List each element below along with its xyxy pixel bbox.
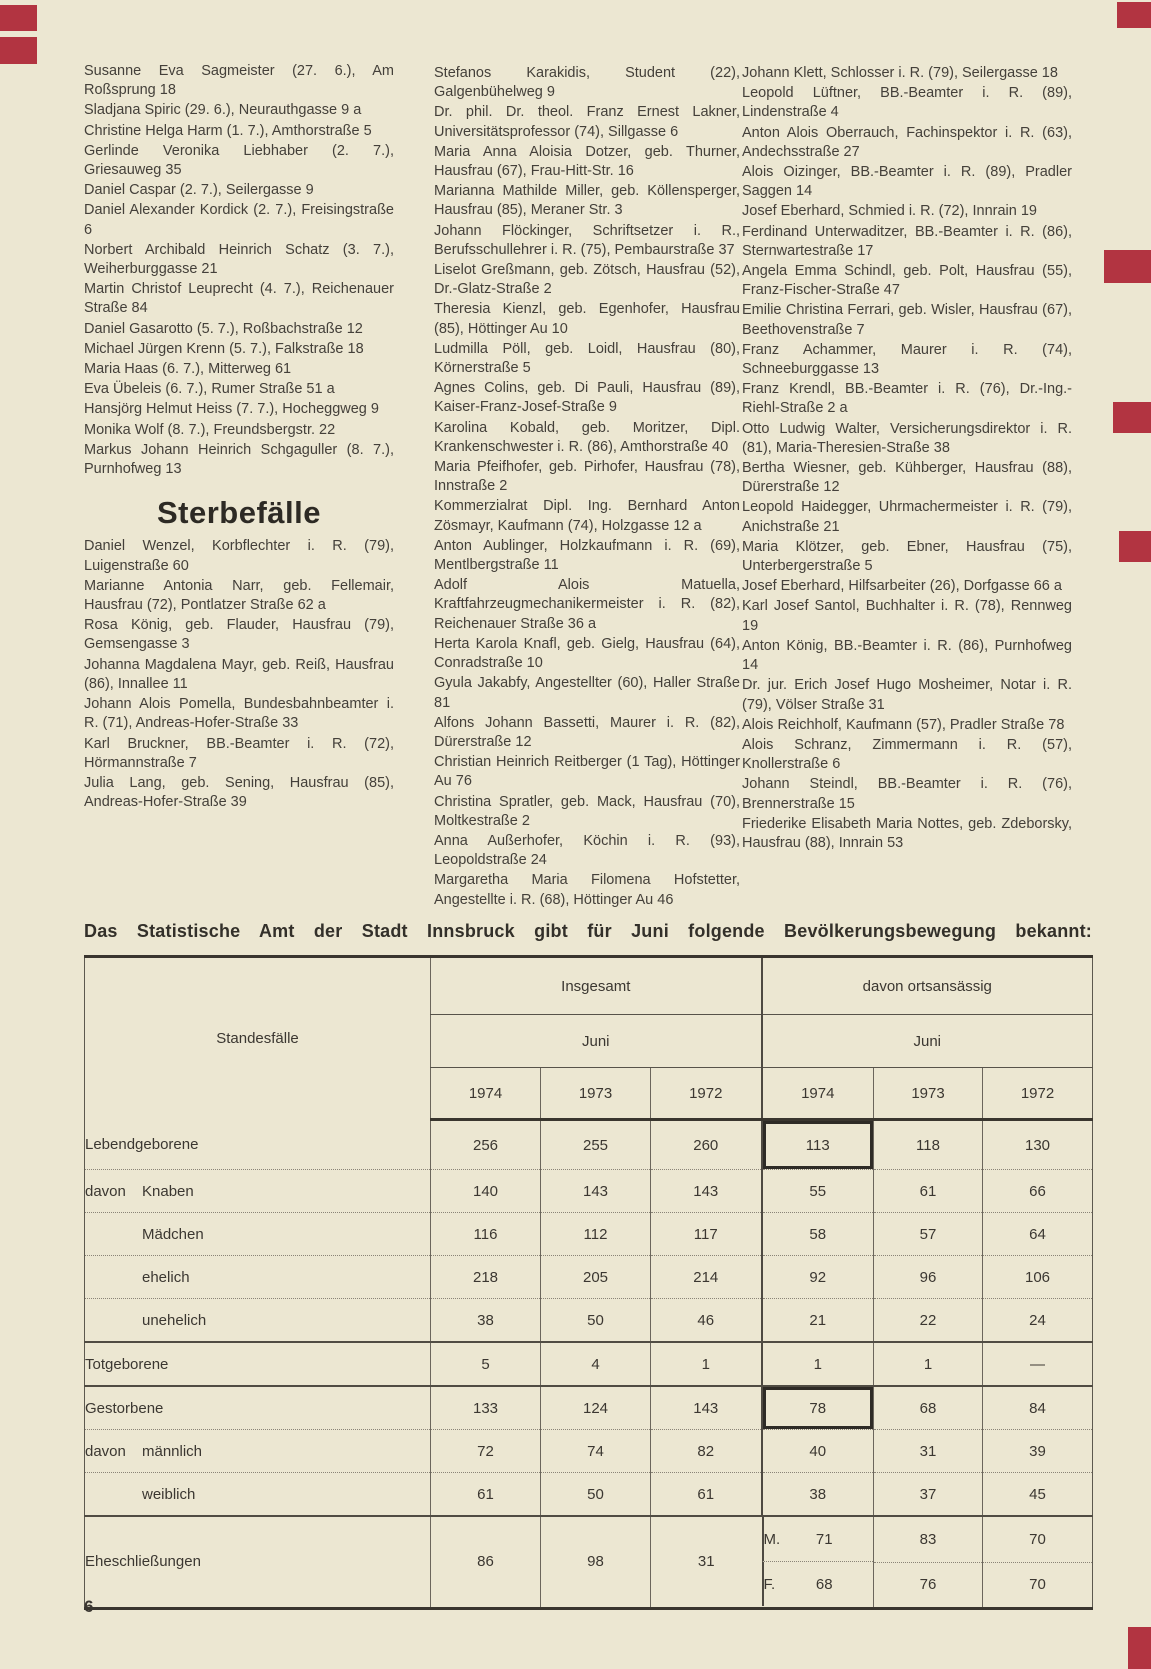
death-record: Christian Heinrich Reitberger (1 Tag), Höttinger Au 76 — [434, 754, 740, 790]
cell: 116 — [431, 1213, 541, 1256]
cell: 31 — [874, 1430, 983, 1473]
row-prefix: davon — [85, 1182, 126, 1200]
column-1 — [84, 62, 394, 813]
cell: 50 — [541, 1299, 651, 1343]
cell: 106 — [983, 1256, 1093, 1299]
death-record: Alois Schranz, Zimmermann i. R. (57), Knollerstraße 6 — [742, 736, 1072, 773]
death-record: Leopold Haidegger, Uhrmachermeister i. R. (79), Anichstraße 21 — [742, 499, 1072, 535]
print-mark — [0, 37, 37, 64]
death-record: Julia Lang, geb. Sening, Hausfrau (85), Andreas-Hofer-Straße 39 — [84, 774, 394, 811]
cell: 260 — [651, 1120, 762, 1170]
cell: 45 — [983, 1473, 1093, 1517]
row-label: weiblich — [142, 1485, 196, 1503]
death-record: Angela Emma Schindl, geb. Polt, Hausfrau (55), Franz-Fischer-Straße 47 — [742, 263, 1072, 299]
cell-value: 68 — [815, 1575, 833, 1593]
death-record: Stefanos Karakidis, Student (22), Galgenbühelweg 9 — [434, 65, 740, 101]
death-record: Johann Alois Pomella, Bundesbahnbeamter i. R. (71), Andreas-Hofer-Straße 33 — [84, 696, 394, 732]
cell: 38 — [431, 1299, 541, 1343]
birth-record: Daniel Caspar (2. 7.), Seilergasse 9 — [84, 182, 314, 199]
birth-record: Hansjörg Helmut Heiss (7. 7.), Hocheggweg 9 — [84, 401, 379, 418]
death-record: Theresia Kienzl, geb. Egenhofer, Hausfrau (85), Höttinger Au 10 — [434, 301, 740, 337]
death-record: Anna Außerhofer, Köchin i. R. (93), Leopoldstraße 24 — [434, 832, 740, 869]
death-record: Marianne Antonia Narr, geb. Fellemair, Hausfrau (72), Pontlatzer Straße 62 a — [84, 577, 394, 614]
cell: 205 — [541, 1256, 651, 1299]
cell: 140 — [431, 1170, 541, 1213]
death-record: Friederike Elisabeth Maria Nottes, geb. Zdeborsky, Hausfrau (88), Innrain 53 — [742, 815, 1072, 851]
death-record: Alois Oizinger, BB.-Beamter i. R. (89), Pradler Saggen 14 — [742, 164, 1072, 200]
death-record: Josef Eberhard, Hilfsarbeiter (26), Dorfgasse 66 a — [742, 578, 1062, 595]
cell: 118 — [874, 1120, 983, 1170]
group-header-local: davon ortsansässig — [762, 957, 1093, 1015]
cell: 1 — [762, 1342, 874, 1386]
death-record: Christina Spratler, geb. Mack, Hausfrau (70), Moltkestraße 2 — [434, 793, 740, 829]
birth-record: Eva Übeleis (6. 7.), Rumer Straße 51 a — [84, 381, 335, 398]
table-row-maedchen — [85, 1213, 1093, 1256]
death-record: Liselot Greßmann, geb. Zötsch, Hausfrau (52), Dr.-Glatz-Straße 2 — [434, 262, 740, 298]
death-record: Anton Aublinger, Holzkaufmann i. R. (69), Mentlbergstraße 11 — [434, 537, 740, 574]
death-record: Herta Karola Knafl, geb. Gielg, Hausfrau (64), Conradstraße 10 — [434, 635, 740, 672]
cell: 143 — [541, 1170, 651, 1213]
death-record: Franz Krendl, BB.-Beamter i. R. (76), Dr.-Ing.-Riehl-Straße 2 a — [742, 381, 1072, 417]
death-record: Kommerzialrat Dipl. Ing. Bernhard Anton Zösmayr, Kaufmann (74), Holzgasse 12 a — [434, 498, 740, 534]
print-mark — [1119, 531, 1151, 562]
death-record: Karolina Kobald, geb. Moritzer, Dipl. Krankenschwester i. R. (86), Amthorstraße 40 — [434, 419, 740, 455]
death-record: Daniel Wenzel, Korbflechter i. R. (79), Luigenstraße 60 — [84, 538, 394, 574]
year-header: 1974 — [431, 1068, 541, 1120]
death-record: Margaretha Maria Filomena Hofstetter, Angestellte i. R. (68), Höttinger Au 46 — [434, 872, 740, 908]
death-record: Alfons Johann Bassetti, Maurer i. R. (82), Dürerstraße 12 — [434, 714, 740, 750]
cell: 76 — [874, 1562, 983, 1608]
birth-record: Michael Jürgen Krenn (5. 7.), Falkstraße 18 — [84, 340, 364, 357]
death-record: Adolf Alois Matuella, Kraftfahrzeugmechanikermeister i. R. (82), Reichenauer Straße 36 a — [434, 577, 740, 632]
table-row-knaben — [85, 1170, 1093, 1213]
birth-record: Daniel Gasarotto (5. 7.), Roßbachstraße 12 — [84, 320, 363, 337]
cell: 96 — [874, 1256, 983, 1299]
table-row-maennlich — [85, 1430, 1093, 1473]
cell: 70 — [983, 1562, 1093, 1608]
cell-highlighted: 113 — [762, 1120, 874, 1170]
death-record: Karl Josef Santol, Buchhalter i. R. (78), Rennweg 19 — [742, 598, 1072, 634]
print-mark — [1117, 2, 1151, 28]
row-label: ehelich — [142, 1268, 190, 1286]
cell: 40 — [762, 1430, 874, 1473]
cell: 143 — [651, 1386, 762, 1430]
cell: 68 — [874, 1386, 983, 1430]
death-record: Otto Ludwig Walter, Versicherungsdirektor i. R. (81), Maria-Theresien-Straße 38 — [742, 420, 1072, 456]
cell: 117 — [651, 1213, 762, 1256]
table-row-ehelich — [85, 1256, 1093, 1299]
page-number: 6 — [84, 1597, 94, 1616]
deaths-section-heading: Sterbefälle — [156, 495, 321, 531]
row-label: unehelich — [142, 1311, 207, 1329]
group-header-total: Insgesamt — [431, 957, 762, 1015]
cell: 72 — [431, 1430, 541, 1473]
cell: 64 — [983, 1213, 1093, 1256]
cell: 21 — [762, 1299, 874, 1343]
year-header: 1972 — [651, 1068, 762, 1120]
print-mark — [1128, 1627, 1151, 1669]
birth-record: Maria Haas (6. 7.), Mitterweg 61 — [84, 361, 292, 378]
death-record: Alois Reichholf, Kaufmann (57), Pradler Straße 78 — [742, 716, 1065, 733]
death-record: Marianna Mathilde Miller, geb. Köllensperger, Hausfrau (85), Meraner Str. 3 — [434, 183, 740, 219]
cell: 61 — [874, 1170, 983, 1213]
deaths-list-col2 — [434, 64, 740, 911]
death-record: Karl Bruckner, BB.-Beamter i. R. (72), Hörmannstraße 7 — [84, 735, 394, 771]
cell: 70 — [983, 1516, 1093, 1562]
death-record: Dr. jur. Erich Josef Hugo Mosheimer, Notar i. R. (79), Völser Straße 31 — [742, 677, 1072, 713]
row-label: Gestorbene — [85, 1386, 431, 1430]
row-label: Lebendgeborene — [85, 1120, 431, 1170]
cell: 256 — [431, 1120, 541, 1170]
cell: 55 — [762, 1170, 874, 1213]
cell: 98 — [541, 1516, 651, 1608]
cell: 61 — [431, 1473, 541, 1517]
death-record: Anton König, BB.-Beamter i. R. (86), Purnhofweg 14 — [742, 637, 1072, 674]
death-record: Dr. phil. Dr. theol. Franz Ernest Lakner, Universitätsprofessor (74), Sillgasse 6 — [434, 104, 740, 140]
cell: 1 — [874, 1342, 983, 1386]
table-header-groups — [85, 957, 1093, 1015]
birth-record: Christine Helga Harm (1. 7.), Amthorstraße 5 — [84, 122, 372, 139]
print-mark — [0, 5, 37, 31]
table-row-lebendgeborene — [85, 1120, 1093, 1170]
death-record: Agnes Colins, geb. Di Pauli, Hausfrau (89), Kaiser-Franz-Josef-Straße 9 — [434, 380, 740, 416]
row-label: männlich — [142, 1442, 203, 1460]
cell: 37 — [874, 1473, 983, 1517]
death-record: Maria Klötzer, geb. Ebner, Hausfrau (75), Unterbergerstraße 5 — [742, 538, 1072, 575]
cell: 130 — [983, 1120, 1093, 1170]
birth-record: Susanne Eva Sagmeister (27. 6.), Am Roßsprung 18 — [84, 63, 394, 99]
cell: 133 — [431, 1386, 541, 1430]
cell: 218 — [431, 1256, 541, 1299]
cell: 143 — [651, 1170, 762, 1213]
stats-headline: Das Statistische Amt der Stadt Innsbruck gibt für Juni folgende Bevölkerungsbewegung bekannt: — [84, 921, 1092, 941]
death-record: Ferdinand Unterwaditzer, BB.-Beamter i. R. (86), Sternwartestraße 17 — [742, 223, 1072, 259]
births-list — [84, 62, 394, 479]
cell-highlighted: 78 — [762, 1386, 874, 1430]
cell: 74 — [541, 1430, 651, 1473]
death-record: Emilie Christina Ferrari, geb. Wisler, Hausfrau (67), Beethovenstraße 7 — [742, 302, 1072, 338]
death-record: Johanna Magdalena Mayr, geb. Reiß, Hausfrau (86), Innallee 11 — [84, 656, 394, 692]
cell: 57 — [874, 1213, 983, 1256]
cell: — — [983, 1342, 1093, 1386]
death-record: Johann Flöckinger, Schriftsetzer i. R., Berufsschullehrer i. R. (75), Pembaurstraße 37 — [434, 222, 740, 258]
cell-male-marriages — [762, 1517, 874, 1562]
death-record: Ludmilla Pöll, geb. Loidl, Hausfrau (80), Körnerstraße 5 — [434, 340, 740, 377]
death-record: Rosa König, geb. Flauder, Hausfrau (79), Gemsengasse 3 — [84, 617, 394, 653]
cell: 255 — [541, 1120, 651, 1170]
year-header: 1973 — [541, 1068, 651, 1120]
death-record: Johann Steindl, BB.-Beamter i. R. (76), Brennerstraße 15 — [742, 776, 1072, 812]
cell: 50 — [541, 1473, 651, 1517]
cell: 58 — [762, 1213, 874, 1256]
table-row-gestorbene — [85, 1386, 1093, 1430]
year-header: 1973 — [874, 1068, 983, 1120]
population-statistics-section — [84, 921, 1092, 1610]
year-header: 1972 — [983, 1068, 1093, 1120]
cell: 66 — [983, 1170, 1093, 1213]
row-label: Eheschließungen — [85, 1553, 201, 1571]
cell: 124 — [541, 1386, 651, 1430]
row-prefix: davon — [85, 1442, 126, 1460]
death-record: Gyula Jakabfy, Angestellter (60), Haller Straße 81 — [434, 675, 740, 711]
birth-record: Gerlinde Veronika Liebhaber (2. 7.), Griesauweg 35 — [84, 142, 394, 179]
cell: 24 — [983, 1299, 1093, 1343]
cell: 38 — [762, 1473, 874, 1517]
deaths-list-col3 — [742, 64, 1072, 854]
cell: 39 — [983, 1430, 1093, 1473]
death-record: Leopold Lüftner, BB.-Beamter i. R. (89), Lindenstraße 4 — [742, 85, 1072, 121]
cell: 31 — [651, 1516, 762, 1608]
year-header: 1974 — [762, 1068, 874, 1120]
cell: 4 — [541, 1342, 651, 1386]
cell: 22 — [874, 1299, 983, 1343]
sex-tag: M. — [763, 1530, 781, 1548]
print-mark — [1104, 250, 1151, 283]
birth-record: Norbert Archibald Heinrich Schatz (3. 7.), Weiherburggasse 21 — [84, 241, 394, 278]
death-record: Anton Alois Oberrauch, Fachinspektor i. R. (63), Andechsstraße 27 — [742, 124, 1072, 160]
row-label: Knaben — [142, 1182, 194, 1200]
cell: 86 — [431, 1516, 541, 1608]
month-header-total: Juni — [431, 1015, 762, 1068]
table-row-eheschliessungen-m — [85, 1516, 1093, 1562]
cell: 92 — [762, 1256, 874, 1299]
birth-record: Daniel Alexander Kordick (2. 7.), Freisingstraße 6 — [84, 202, 394, 238]
death-record: Franz Achammer, Maurer i. R. (74), Schneeburggasse 13 — [742, 341, 1072, 378]
birth-record: Martin Christof Leuprecht (4. 7.), Reichenauer Straße 84 — [84, 281, 394, 317]
corner-header: Standesfälle — [216, 1030, 299, 1048]
cell: 112 — [541, 1213, 651, 1256]
print-mark — [1113, 402, 1151, 433]
cell: 1 — [651, 1342, 762, 1386]
cell-female-marriages — [762, 1562, 874, 1606]
row-label: Mädchen — [142, 1225, 204, 1243]
table-row-totgeborene — [85, 1342, 1093, 1386]
row-label: Totgeborene — [85, 1342, 431, 1386]
death-record: Maria Anna Aloisia Dotzer, geb. Thurner, Hausfrau (67), Frau-Hitt-Str. 16 — [434, 143, 740, 180]
cell: 46 — [651, 1299, 762, 1343]
month-header-local: Juni — [762, 1015, 1093, 1068]
cell: 82 — [651, 1430, 762, 1473]
death-record: Maria Pfeifhofer, geb. Pirhofer, Hausfrau (78), Innstraße 2 — [434, 459, 740, 495]
cell: 214 — [651, 1256, 762, 1299]
population-stats-table — [84, 955, 1093, 1610]
sex-tag: F. — [763, 1575, 776, 1593]
cell: 61 — [651, 1473, 762, 1517]
table-row-weiblich — [85, 1473, 1093, 1517]
deaths-list-col1 — [84, 537, 394, 812]
cell-value: 71 — [815, 1530, 833, 1548]
death-record: Josef Eberhard, Schmied i. R. (72), Innrain 19 — [742, 203, 1037, 220]
table-row-unehelich — [85, 1299, 1093, 1343]
cell: 83 — [874, 1516, 983, 1562]
death-record: Johann Klett, Schlosser i. R. (79), Seilergasse 18 — [742, 65, 1058, 81]
death-record: Bertha Wiesner, geb. Kühberger, Hausfrau (88), Dürerstraße 12 — [742, 460, 1072, 496]
cell: 84 — [983, 1386, 1093, 1430]
cell: 5 — [431, 1342, 541, 1386]
birth-record: Monika Wolf (8. 7.), Freundsbergstr. 22 — [84, 421, 336, 438]
birth-record: Sladjana Spiric (29. 6.), Neurauthgasse 9 a — [84, 102, 362, 119]
birth-record: Markus Johann Heinrich Schgaguller (8. 7.), Purnhofweg 13 — [84, 441, 394, 478]
